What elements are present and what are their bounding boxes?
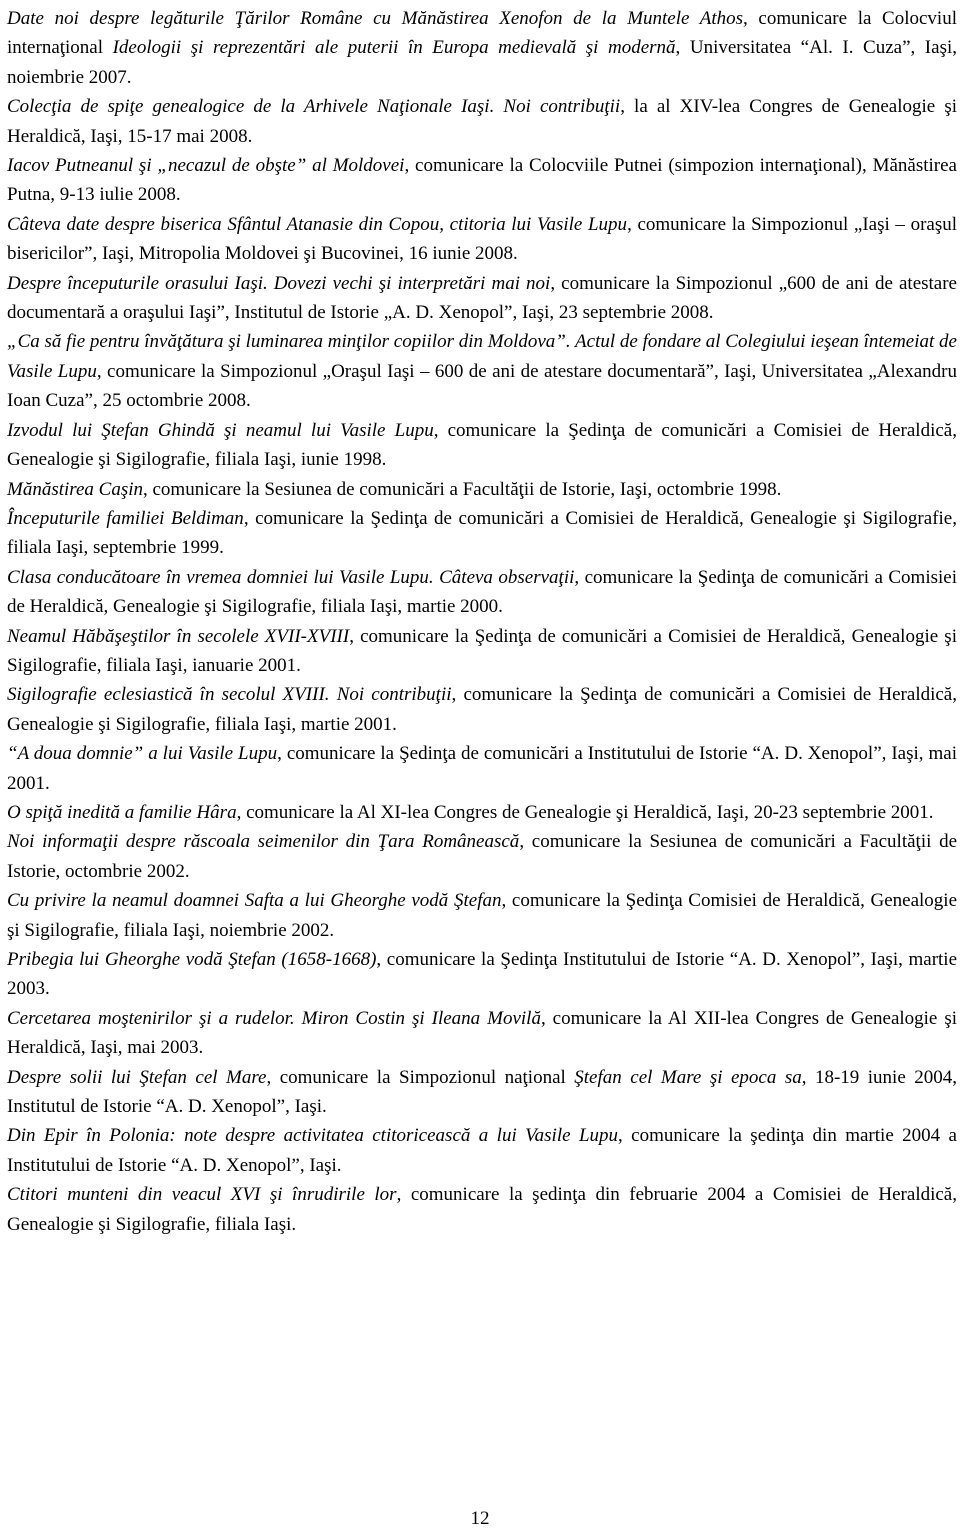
entry-text: , la al XIV-lea Congres de Genealogie şi Heraldică, Iaşi, 15-17 mai 2008. [7, 96, 957, 147]
entry-text: , comunicare la Şedinţa de comunicări a Institutului de Istorie “A. D. Xenopol”, Iaşi, mai 2001. [7, 743, 957, 794]
entry-text: , comunicare la Simpozionul „Oraşul Iaşi – 600 de ani de atestare documentară”, Iaşi, Universitatea „Alexandru Ioan Cuza”, 25 octombrie 2008. [7, 360, 957, 412]
bibliography-entry [7, 886, 957, 945]
bibliography-entry [7, 563, 957, 622]
bibliography-entry [7, 680, 957, 739]
bibliography-entry [7, 504, 957, 563]
entry-title: Izvodul lui Ştefan Ghindă şi neamul lui Vasile Lupu [7, 419, 434, 441]
entry-title: Iacov Putneanul şi „necazul de obşte” al Moldovei [7, 155, 405, 177]
entry-title: Noi informaţii despre răscoala seimenilor din Ţara Românească [7, 831, 520, 853]
bibliography-entry [7, 4, 957, 92]
bibliography-entry [7, 622, 957, 681]
bibliography-entry [7, 210, 957, 269]
entry-title: Sigilografie eclesiastică în secolul XVIII. Noi contribuţii [7, 684, 452, 706]
entry-title: Colecţia de spiţe genealogice de la Arhivele Naţionale Iaşi. Noi contribuţii [7, 96, 621, 118]
entry-title: O spiţă inedită a familie Hâra [7, 801, 237, 823]
entry-title: Începuturile familiei Beldiman [7, 507, 244, 529]
entry-title: Despre solii lui Ştefan cel Mare [7, 1066, 267, 1088]
entry-text: , Universitatea “Al. I. Cuza”, Iaşi, noiembrie 2007. [7, 37, 957, 88]
entry-title: Neamul Hăbăşeştilor în secolele XVII-XVIII [7, 625, 350, 647]
bibliography-entry [7, 1063, 957, 1122]
bibliography-entry [7, 1004, 957, 1063]
entry-title: Din Epir în Polonia: note despre activitatea ctitoricească a lui Vasile Lupu [7, 1125, 619, 1147]
bibliography-entry [7, 1180, 957, 1239]
entry-text: , comunicare la Şedinţa Institutului de Istorie “A. D. Xenopol”, Iaşi, martie 2003. [7, 949, 958, 1000]
entry-text: comunicare la Colocviul internaţional [7, 8, 957, 59]
bibliography-entry [7, 92, 957, 151]
entry-text: , comunicare la Şedinţa Comisiei de Heraldică, Genealogie şi Sigilografie, filiala Iaşi, noiembrie 2002. [7, 890, 958, 941]
entry-text: , comunicare la şedinţa din februarie 2004 a Comisiei de Heraldică, Genealogie şi Sigilografie, filiala Iaşi. [7, 1184, 957, 1235]
entry-title: Cu privire la neamul doamnei Safta a lui Gheorghe vodă Ştefan [7, 890, 502, 912]
entry-text: , comunicare la Simpozionul naţional [266, 1066, 575, 1088]
bibliography-entry [7, 327, 957, 415]
entry-text: , comunicare la Şedinţa de comunicări a Comisiei de Heraldică, Genealogie şi Sigilografie, filiala Iaşi, septembrie 1999. [7, 507, 957, 559]
entry-title: Pribegia lui Gheorghe vodă Ştefan (1658-1668) [7, 949, 377, 970]
entry-text: , comunicare la Simpozionul „Iaşi – oraşul bisericilor”, Iaşi, Mitropolia Moldovei şi Bucovinei, 16 iunie 2008. [7, 213, 957, 265]
entry-title: Ştefan cel Mare şi epoca sa [574, 1066, 802, 1088]
entry-text: , comunicare la Al XII-lea Congres de Genealogie şi Heraldică, Iaşi, mai 2003. [7, 1007, 958, 1059]
entry-text: , 18-19 iunie 2004, Institutul de Istorie “A. D. Xenopol”, Iaşi. [7, 1066, 957, 1118]
entry-text: , comunicare la Şedinţa de comunicări a Comisiei de Heraldică, Genealogie şi Sigilografie, filiala Iaşi, ianuarie 2001. [7, 625, 957, 676]
entry-text: , comunicare la Simpozionul „600 de ani de atestare documentară a oraşului Iaşi”, Institutul de Istorie „A. D. Xenopol”, Iaşi, 23 septembrie 2008. [7, 272, 957, 324]
entry-title: Despre începuturile orasului Iaşi. Dovezi vechi şi interpretări mai noi [7, 272, 551, 294]
entry-text: , comunicare la Şedinţa de comunicări a Comisiei de Heraldică, Genealogie şi Sigilografie, filiala Iaşi, iunie 1998. [7, 419, 957, 471]
entry-text: , comunicare la Şedinţa de comunicări a Comisiei de Heraldică, Genealogie şi Sigilografie, filiala Iaşi, martie 2000. [7, 566, 957, 618]
entry-text: , comunicare la Şedinţa de comunicări a Comisiei de Heraldică, Genealogie şi Sigilografie, filiala Iaşi, martie 2001. [7, 684, 957, 735]
entry-text: , comunicare la Sesiunea de comunicări a Facultăţii de Istorie, octombrie 2002. [7, 831, 958, 882]
bibliography-entry [7, 269, 957, 328]
page-number: 12 [470, 1508, 490, 1529]
bibliography-entry [7, 739, 957, 798]
entry-title: „Ca să fie pentru învăţătura şi luminarea minţilor copiilor din Moldova”. Actul de fondare al Colegiului ieşean întemeiat de Vasile Lupu [7, 331, 957, 382]
bibliography-entry [7, 1121, 957, 1180]
bibliography-entry [7, 945, 957, 1004]
entry-title: Clasa conducătoare în vremea domniei lui Vasile Lupu. Câteva observaţii [7, 566, 575, 588]
bibliography-entry [7, 798, 957, 827]
entry-title: Ctitori munteni din veacul XVI şi înrudirile lor [7, 1184, 397, 1206]
entry-text: , comunicare la Sesiunea de comunicări a Facultăţii de Istorie, Iaşi, octombrie 1998. [143, 478, 782, 500]
bibliography-entry [7, 416, 957, 475]
document-page [7, 4, 957, 1239]
entry-text: , comunicare la Al XI-lea Congres de Genealogie şi Heraldică, Iaşi, 20-23 septembrie 2001. [236, 801, 934, 823]
entry-title: Ideologii şi reprezentări ale puterii în Europa medievală şi modernă [112, 37, 676, 59]
entry-title: Câteva date despre biserica Sfântul Atanasie din Copou, ctitoria lui Vasile Lupu [7, 213, 628, 235]
entry-title: Mănăstirea Caşin [7, 478, 143, 500]
bibliography-entry [7, 827, 957, 886]
entry-text: , comunicare la şedinţa din martie 2004 a Institutului de Istorie “A. D. Xenopol”, Iaşi. [7, 1125, 957, 1176]
entry-title: Date noi despre legăturile Ţărilor Române cu Mănăstirea Xenofon de la Muntele Athos, [7, 8, 748, 29]
entry-text: , comunicare la Colocviile Putnei (simpozion internaţional), Mănăstirea Putna, 9-13 iulie 2008. [7, 155, 957, 206]
entry-title: “A doua domnie” a lui Vasile Lupu [7, 743, 278, 765]
bibliography-entry [7, 475, 957, 504]
bibliography-entry [7, 151, 957, 210]
entry-title: Cercetarea moştenirilor şi a rudelor. Miron Costin şi Ileana Movilă [7, 1007, 541, 1029]
